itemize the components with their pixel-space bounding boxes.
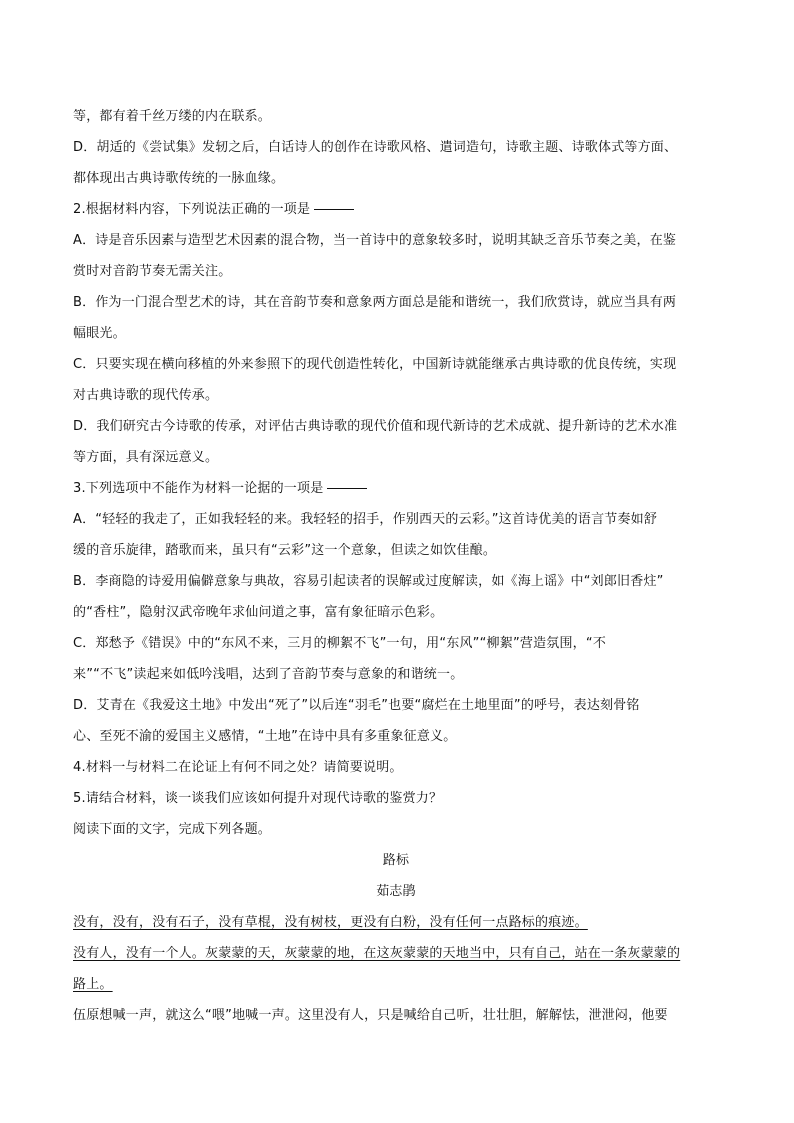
question-3 <box>73 473 719 504</box>
text-line: A．“轻轻的我走了，正如我轻轻的来。我轻轻的招手，作别西天的云彩。”这首诗优美的语言节奏如舒 <box>73 512 658 527</box>
question-2-text: 2.根据材料内容，下列说法正确的一项是 <box>73 202 311 217</box>
text-line: B．李商隐的诗爱用偏僻意象与典故，容易引起读者的误解或过度解读，如《海上谣》中“刘郎旧香炷” <box>73 574 664 589</box>
reading-instruction: 阅读下面的文字，完成下列各题。 <box>73 822 272 837</box>
text-line: 赏时对音韵节奏无需关注。 <box>73 264 232 279</box>
answer-blank <box>327 487 367 489</box>
story-title: 路标 <box>382 853 410 868</box>
story-line: 没有人，没有一个人。灰蒙蒙的天，灰蒙蒙的地，在这灰蒙蒙的天地当中，只有自己，站在一条灰蒙蒙的 <box>73 946 681 961</box>
text-line: C．只要实现在横向移植的外来参照下的现代创造性转化，中国新诗就能继承古典诗歌的优良传统，实现 <box>73 357 677 372</box>
document-body <box>73 101 719 1031</box>
story-line: 没有，没有，没有石子，没有草棍，没有树枝，更没有白粉，没有任何一点路标的痕迹。 <box>73 915 588 930</box>
text-line: 幅眼光。 <box>73 326 126 341</box>
question-2 <box>73 194 719 225</box>
text-line: 对古典诗歌的现代传承。 <box>73 388 219 403</box>
text-line: 等方面，具有深远意义。 <box>73 450 219 465</box>
question-4: 4.材料一与材料二在论证上有何不同之处？请简要说明。 <box>73 760 403 775</box>
text-line: D．艾青在《我爱这土地》中发出“死了”以后连“羽毛”也要“腐烂在土地里面”的呼号，表达刻骨铭 <box>73 698 640 713</box>
story-line: 伍原想喊一声，就这么“喂”地喊一声。这里没有人，只是喊给自己听，壮壮胆，解解怯，泄泄闷，他要 <box>73 1008 668 1023</box>
text-line: 等，都有着千丝万缕的内在联系。 <box>73 109 272 124</box>
question-5: 5.请结合材料，谈一谈我们应该如何提升对现代诗歌的鉴赏力？ <box>73 791 443 806</box>
text-line: 都体现出古典诗歌传统的一脉血缘。 <box>73 171 285 186</box>
question-3-text: 3.下列选项中不能作为材料一论据的一项是 <box>73 481 324 496</box>
text-line: 缓的音乐旋律，踏歌而来，虽只有“云彩”这一个意象，但读之如饮佳酿。 <box>73 543 497 558</box>
text-line: 的“香柱”，隐射汉武帝晚年求仙问道之事，富有象征暗示色彩。 <box>73 605 444 620</box>
story-line: 路上。 <box>73 977 113 992</box>
answer-blank <box>314 208 354 210</box>
text-line: C．郑愁予《错误》中的“东风不来，三月的柳絮不飞”一句，用“东风”“柳絮”营造氛围，“不 <box>73 636 607 651</box>
text-line: D．我们研究古今诗歌的传承，对评估古典诗歌的现代价值和现代新诗的艺术成就、提升新诗的艺术水准 <box>73 419 678 434</box>
story-author: 茹志鹃 <box>376 884 416 899</box>
text-line: 来”“不飞”读起来如低吟浅唱，达到了音韵节奏与意象的和谐统一。 <box>73 667 464 682</box>
text-line: 心、至死不渝的爱国主义感情，“土地”在诗中具有多重象征意义。 <box>73 729 457 744</box>
text-line: A．诗是音乐因素与造型艺术因素的混合物，当一首诗中的意象较多时，说明其缺乏音乐节奏之美，在鉴 <box>73 233 677 248</box>
text-line: D．胡适的《尝试集》发轫之后，白话诗人的创作在诗歌风格、遣词造句，诗歌主题、诗歌体式等方面、 <box>73 140 678 155</box>
text-line: B．作为一门混合型艺术的诗，其在音韵节奏和意象两方面总是能和谐统一，我们欣赏诗，就应当具有两 <box>73 295 677 310</box>
